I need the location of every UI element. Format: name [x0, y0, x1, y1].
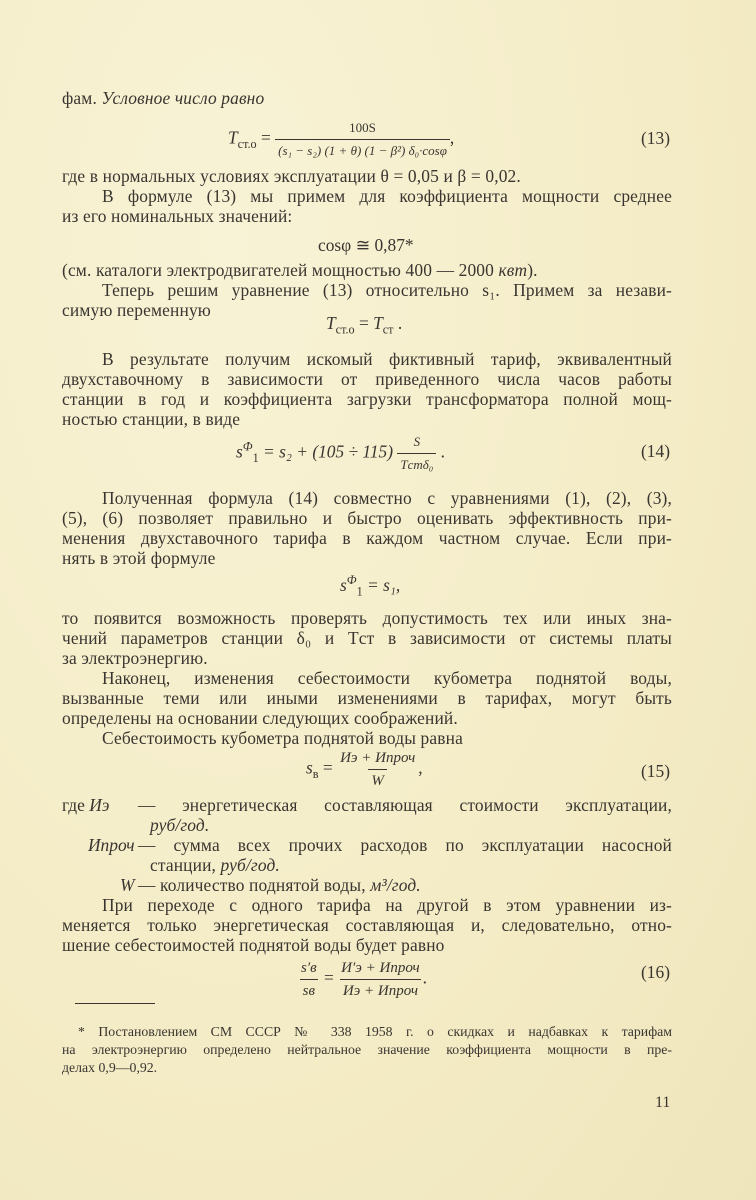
eq-equals: =	[260, 127, 271, 148]
footnote-line: на электроэнергию определено нейтральное значение коэффициента мощности в пре-	[62, 1042, 672, 1057]
paragraph-line: (5), (6) позволяет правильно и быстро оценивать эффективность при-	[62, 508, 672, 528]
equation-cosphi: cosφ ≅ 0,87*	[318, 235, 414, 255]
eq-symbol: Иэ	[89, 795, 110, 815]
equation-number: (16)	[641, 962, 670, 982]
definition-term	[62, 795, 109, 815]
paragraph-line: В формуле (13) мы примем для коэффициента мощности среднее	[102, 186, 672, 206]
paragraph-line: чений параметров станции δ₀ и Tст в зависимости от системы платы	[62, 628, 672, 648]
eq-trail: .	[393, 313, 403, 333]
fraction	[397, 432, 436, 475]
footnote-line: делах 0,9—0,92.	[62, 1060, 158, 1075]
unit-text: руб/год.	[220, 855, 280, 875]
eq-trail: ,	[449, 127, 455, 148]
eq-symbol: T	[373, 313, 383, 333]
paragraph-line: за электроэнергию.	[62, 648, 208, 668]
eq-subscript: ст.о	[237, 136, 257, 151]
paragraph-line: симую переменную	[62, 300, 211, 320]
equation-14	[236, 432, 445, 475]
definition-text	[150, 855, 670, 875]
eq-body: = s₂ + (105 ÷ 115)	[258, 441, 398, 462]
paragraph-line: нять в этой формуле	[62, 548, 216, 568]
text-fragment: где	[62, 795, 85, 815]
equation-number: (14)	[641, 441, 670, 461]
fraction	[275, 118, 450, 161]
fraction	[338, 958, 422, 1001]
eq-subscript: ст	[382, 322, 394, 337]
fraction-denominator: Иэ + Ипроч	[340, 979, 421, 1001]
equation-t	[326, 313, 402, 339]
eq-subscript: в	[312, 766, 319, 781]
eq-equals: =	[354, 313, 374, 333]
unit-text: квт	[498, 260, 528, 280]
fraction-numerator: 100S	[349, 120, 376, 135]
definition-term: W	[120, 875, 135, 895]
text-fragment: (см. каталоги электродвигателей мощностью 400 — 2000	[62, 260, 494, 280]
footnote-line: * Постановлением СМ СССР № 338 1958 г. о скидках и надбавках к тарифам	[78, 1024, 672, 1039]
footnote-divider	[75, 1003, 155, 1004]
eq-trail: ,	[418, 757, 423, 778]
eq-body: = s₁,	[362, 574, 401, 595]
equation-s1	[340, 570, 400, 601]
paragraph-line	[62, 88, 672, 108]
paragraph-line: вызванные теми или иными изменениями в тарифах, могут быть	[62, 688, 672, 708]
equation-15	[306, 748, 423, 791]
equation-16	[298, 958, 427, 1001]
paragraph-line: станции в год и коэффициента загрузки трансформатора полной мощ-	[62, 389, 672, 409]
equation-number: (13)	[641, 128, 670, 148]
eq-superscript: Ф	[242, 439, 253, 454]
eq-equals: =	[324, 967, 334, 988]
eq-trail: .	[436, 441, 446, 462]
eq-trail: .	[422, 967, 427, 988]
text-fragment: фам.	[62, 88, 97, 108]
paragraph-line: меняется только энергетическая составляющая и, следовательно, отно-	[62, 915, 672, 935]
fraction-numerator: Иэ + Ипроч	[340, 750, 416, 766]
fraction	[337, 748, 418, 791]
fraction-numerator: S	[413, 434, 421, 449]
eq-subscript: 1	[356, 584, 363, 599]
paragraph-line: Теперь решим уравнение (13) относительно s₁. Примем за незави-	[102, 280, 672, 300]
definition-text: — энергетическая составляющая стоимости эксплуатации,	[138, 795, 672, 815]
paragraph-line: Себестоимость кубометра поднятой воды равна	[102, 728, 463, 748]
equation-13	[228, 118, 454, 161]
eq-symbol: T	[326, 313, 336, 333]
paragraph-line: то появится возможность проверять допустимость тех или иных зна-	[62, 608, 672, 628]
text-fragment: — количество поднятой воды,	[138, 875, 366, 895]
eq-symbol: s	[340, 574, 347, 595]
eq-symbol: s	[236, 441, 243, 462]
text-fragment: Условное число равно	[101, 88, 265, 108]
paragraph-line: В результате получим искомый фиктивный тариф, эквивалентный	[102, 349, 672, 369]
paragraph-line: Полученная формула (14) совместно с уравнениями (1), (2), (3),	[102, 488, 672, 508]
equation-number: (15)	[641, 761, 670, 781]
eq-symbol: s	[306, 757, 313, 778]
definition-text	[138, 875, 672, 895]
text-fragment: станции,	[150, 855, 217, 875]
eq-symbol: T	[228, 127, 238, 148]
paragraph-line: менения двухставочного тарифа в каждом частном случае. Если при-	[62, 528, 672, 548]
paragraph-line: шение себестоимостей поднятой воды будет равно	[62, 935, 445, 955]
fraction-denominator: W	[368, 769, 387, 791]
eq-equals: =	[322, 757, 333, 778]
page-number: 11	[655, 1094, 671, 1111]
definition-text: — сумма всех прочих расходов по эксплуатации насосной	[138, 835, 672, 855]
paragraph-line	[62, 260, 672, 280]
fraction-denominator: (s₁ − s₂) (1 + θ) (1 − β²) δ₀·cosφ	[275, 139, 450, 161]
fraction-numerator: s′в	[301, 960, 317, 976]
paragraph-line: двухставочному в зависимости от приведенного числа часов работы	[62, 369, 672, 389]
fraction	[298, 958, 320, 1001]
definition-term: Ипроч	[88, 835, 135, 855]
definition-text: руб/год.	[150, 815, 210, 835]
paragraph-line: определены на основании следующих соображений.	[62, 708, 458, 728]
fraction-denominator: sв	[300, 979, 318, 1001]
eq-subscript: 1	[252, 450, 259, 465]
paragraph-line: При переходе с одного тарифа на другой в этом уравнении из-	[102, 895, 672, 915]
fraction-numerator: И′э + Ипроч	[341, 960, 420, 976]
text-fragment: ).	[527, 260, 538, 280]
unit-text: м³/год.	[370, 875, 421, 895]
eq-subscript: ст.о	[335, 322, 355, 337]
paragraph-line: из его номинальных значений:	[62, 206, 293, 226]
fraction-denominator: Tстδ₀	[397, 453, 436, 475]
eq-superscript: Ф	[346, 573, 357, 587]
paragraph-line: где в нормальных условиях эксплуатации θ = 0,05 и β = 0,02.	[62, 166, 521, 186]
paragraph-line: ностью станции, в виде	[62, 409, 241, 429]
paragraph-line: Наконец, изменения себестоимости кубометра поднятой воды,	[102, 668, 672, 688]
